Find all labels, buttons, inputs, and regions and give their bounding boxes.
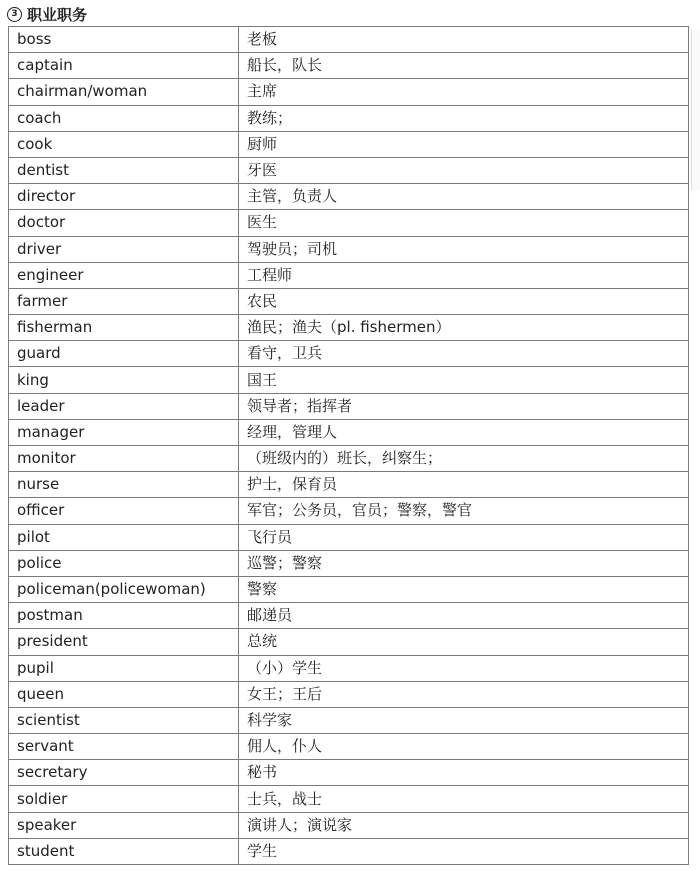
chinese-meaning-cell: 教练； <box>239 105 689 131</box>
chinese-meaning-cell: 牙医 <box>239 157 689 183</box>
chinese-meaning-cell: 船长，队长 <box>239 53 689 79</box>
table-row <box>9 315 689 341</box>
table-row <box>9 79 689 105</box>
table-row <box>9 236 689 262</box>
chinese-meaning-cell: 领导者；指挥者 <box>239 393 689 419</box>
chinese-meaning-cell: 军官；公务员，官员；警察，警官 <box>239 498 689 524</box>
english-word-cell: farmer <box>9 288 239 314</box>
table-row <box>9 681 689 707</box>
table-row <box>9 576 689 602</box>
section-heading <box>7 3 87 25</box>
english-word-cell: doctor <box>9 210 239 236</box>
english-word-cell: president <box>9 629 239 655</box>
english-word-cell: coach <box>9 105 239 131</box>
table-row <box>9 210 689 236</box>
english-word-cell: policeman(policewoman) <box>9 576 239 602</box>
table-row <box>9 524 689 550</box>
english-word-cell: chairman/woman <box>9 79 239 105</box>
table-row <box>9 288 689 314</box>
chinese-meaning-cell: 医生 <box>239 210 689 236</box>
english-word-cell: king <box>9 367 239 393</box>
table-row <box>9 341 689 367</box>
english-word-cell: servant <box>9 734 239 760</box>
english-word-cell: soldier <box>9 786 239 812</box>
chinese-meaning-cell: 渔民；渔夫（pl. fishermen） <box>239 315 689 341</box>
table-row <box>9 157 689 183</box>
chinese-meaning-cell: 主席 <box>239 79 689 105</box>
english-word-cell: pilot <box>9 524 239 550</box>
table-row <box>9 184 689 210</box>
table-row <box>9 472 689 498</box>
chinese-meaning-cell: 厨师 <box>239 131 689 157</box>
english-word-cell: engineer <box>9 262 239 288</box>
table-row <box>9 550 689 576</box>
english-word-cell: guard <box>9 341 239 367</box>
chinese-meaning-cell: （班级内的）班长，纠察生； <box>239 446 689 472</box>
table-row <box>9 393 689 419</box>
english-word-cell: leader <box>9 393 239 419</box>
chinese-meaning-cell: 国王 <box>239 367 689 393</box>
english-word-cell: captain <box>9 53 239 79</box>
english-word-cell: speaker <box>9 812 239 838</box>
chinese-meaning-cell: 飞行员 <box>239 524 689 550</box>
vocabulary-table <box>8 26 689 865</box>
table-row <box>9 629 689 655</box>
chinese-meaning-cell: 驾驶员；司机 <box>239 236 689 262</box>
table-row <box>9 786 689 812</box>
table-row <box>9 27 689 53</box>
chinese-meaning-cell: 科学家 <box>239 707 689 733</box>
english-word-cell: pupil <box>9 655 239 681</box>
english-word-cell: postman <box>9 603 239 629</box>
english-word-cell: nurse <box>9 472 239 498</box>
table-row <box>9 603 689 629</box>
chinese-meaning-cell: 老板 <box>239 27 689 53</box>
table-row <box>9 131 689 157</box>
english-word-cell: monitor <box>9 446 239 472</box>
table-row <box>9 53 689 79</box>
table-row <box>9 812 689 838</box>
table-row <box>9 707 689 733</box>
section-title: 职业职务 <box>27 5 88 24</box>
english-word-cell: cook <box>9 131 239 157</box>
english-word-cell: driver <box>9 236 239 262</box>
chinese-meaning-cell: 邮递员 <box>239 603 689 629</box>
chinese-meaning-cell: 农民 <box>239 288 689 314</box>
table-row <box>9 734 689 760</box>
english-word-cell: scientist <box>9 707 239 733</box>
english-word-cell: manager <box>9 419 239 445</box>
english-word-cell: police <box>9 550 239 576</box>
chinese-meaning-cell: 护士，保育员 <box>239 472 689 498</box>
side-panel-edge <box>691 30 700 190</box>
english-word-cell: fisherman <box>9 315 239 341</box>
table-row <box>9 498 689 524</box>
chinese-meaning-cell: （小）学生 <box>239 655 689 681</box>
english-word-cell: student <box>9 838 239 864</box>
chinese-meaning-cell: 主管，负责人 <box>239 184 689 210</box>
english-word-cell: boss <box>9 27 239 53</box>
chinese-meaning-cell: 士兵，战士 <box>239 786 689 812</box>
chinese-meaning-cell: 佣人，仆人 <box>239 734 689 760</box>
english-word-cell: dentist <box>9 157 239 183</box>
chinese-meaning-cell: 学生 <box>239 838 689 864</box>
section-number-badge: 3 <box>7 7 22 22</box>
chinese-meaning-cell: 经理，管理人 <box>239 419 689 445</box>
chinese-meaning-cell: 秘书 <box>239 760 689 786</box>
chinese-meaning-cell: 巡警；警察 <box>239 550 689 576</box>
table-row <box>9 655 689 681</box>
chinese-meaning-cell: 演讲人；演说家 <box>239 812 689 838</box>
table-row <box>9 367 689 393</box>
english-word-cell: queen <box>9 681 239 707</box>
table-row <box>9 760 689 786</box>
table-row <box>9 446 689 472</box>
chinese-meaning-cell: 看守，卫兵 <box>239 341 689 367</box>
table-row <box>9 262 689 288</box>
table-row <box>9 838 689 864</box>
chinese-meaning-cell: 总统 <box>239 629 689 655</box>
english-word-cell: secretary <box>9 760 239 786</box>
chinese-meaning-cell: 工程师 <box>239 262 689 288</box>
table-row <box>9 105 689 131</box>
chinese-meaning-cell: 女王；王后 <box>239 681 689 707</box>
chinese-meaning-cell: 警察 <box>239 576 689 602</box>
english-word-cell: director <box>9 184 239 210</box>
english-word-cell: officer <box>9 498 239 524</box>
table-row <box>9 419 689 445</box>
